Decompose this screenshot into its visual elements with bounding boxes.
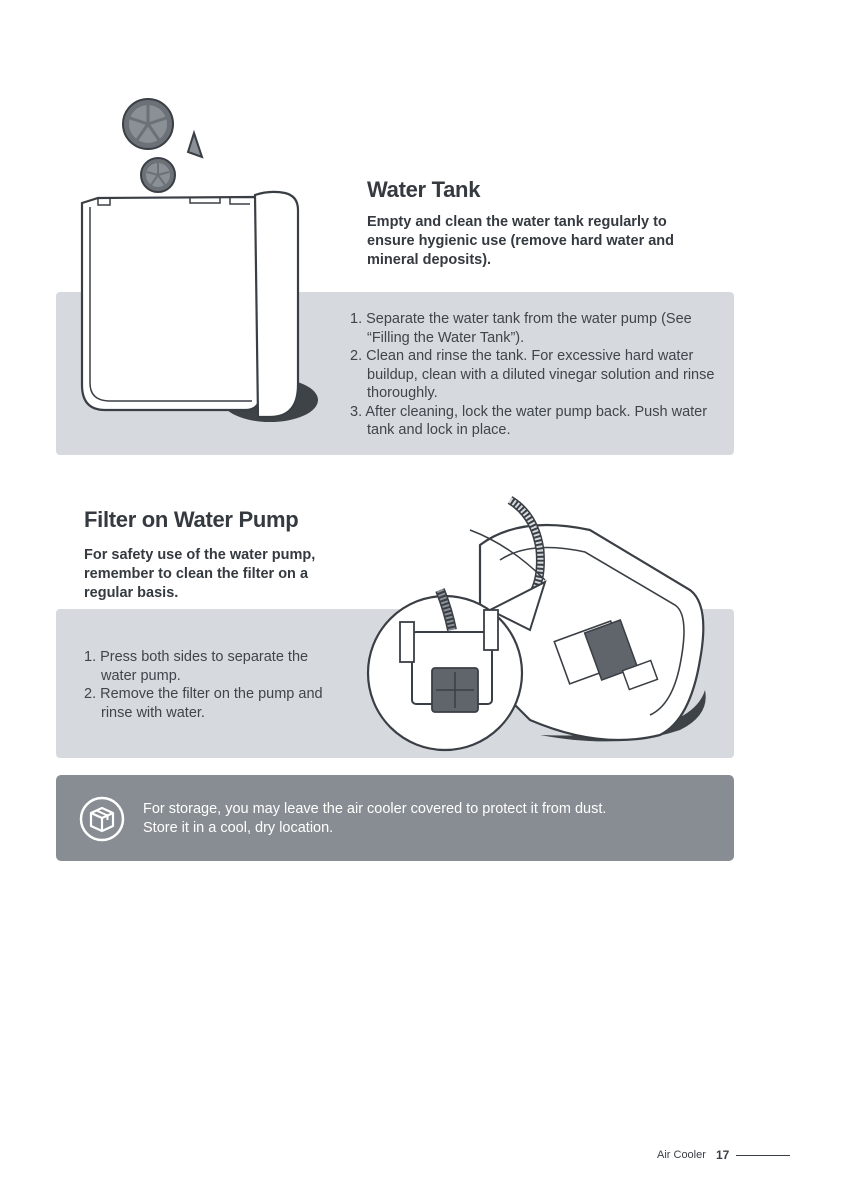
lemon-wedge-icon bbox=[188, 133, 202, 157]
list-item: 1. Separate the water tank from the water pump (See “Filling the Water Tank”). bbox=[350, 311, 692, 346]
page-number: 17 bbox=[716, 1148, 730, 1162]
filter-steps bbox=[84, 648, 334, 722]
water-tank-title: Water Tank bbox=[367, 177, 481, 202]
water-tank-steps bbox=[350, 310, 722, 440]
box-icon bbox=[78, 795, 126, 843]
storage-note bbox=[56, 775, 734, 861]
lemon-slice-small-icon bbox=[141, 158, 175, 192]
footer-label: Air Cooler bbox=[657, 1149, 706, 1161]
water-tank-lead: Empty and clean the water tank regularly to ensure hygienic use (remove hard water and mineral deposits). bbox=[367, 214, 675, 268]
lemon-slice-icon bbox=[123, 99, 173, 149]
filter-title: Filter on Water Pump bbox=[84, 507, 299, 532]
filter-lead: For safety use of the water pump, remember to clean the filter on a regular basis. bbox=[84, 547, 316, 601]
storage-text-line2: Store it in a cool, dry location. bbox=[143, 820, 334, 836]
list-item: 2. Clean and rinse the tank. For excessive hard water buildup, clean with a diluted vinegar solution and rinse thoroughly. bbox=[350, 348, 715, 401]
water-tank-illustration bbox=[70, 95, 340, 430]
footer-divider bbox=[736, 1155, 790, 1156]
list-item: 2. Remove the filter on the pump and rinse with water. bbox=[84, 686, 323, 721]
storage-text-line1: For storage, you may leave the air cooler covered to protect it from dust. bbox=[143, 801, 607, 817]
list-item: 1. Press both sides to separate the water pump. bbox=[84, 649, 309, 684]
list-item: 3. After cleaning, lock the water pump back. Push water tank and lock in place. bbox=[350, 403, 708, 438]
storage-text bbox=[143, 800, 713, 838]
water-pump-illustration bbox=[360, 490, 740, 770]
